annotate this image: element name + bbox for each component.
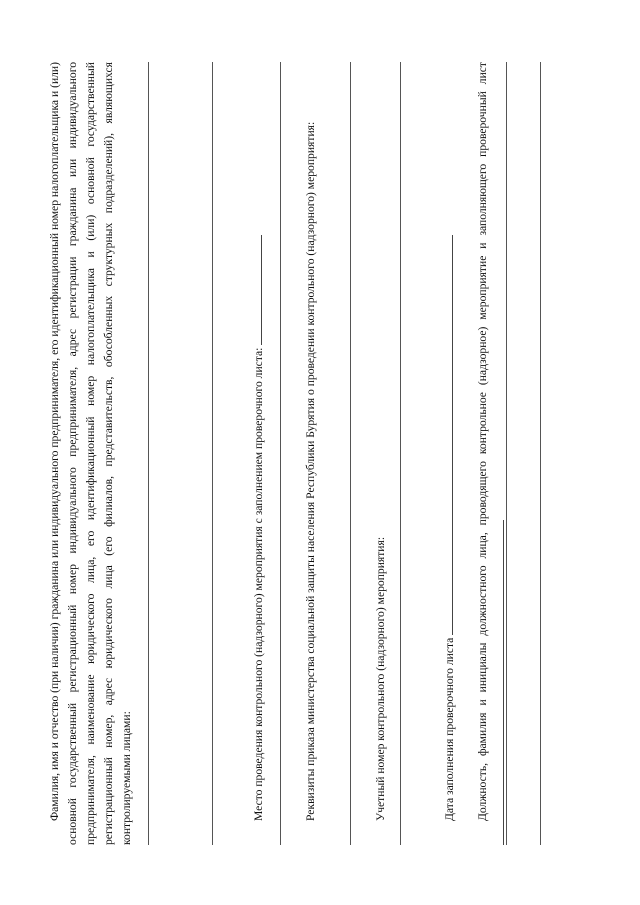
answer-line-6: [506, 62, 507, 845]
answer-line-4: [350, 62, 351, 845]
inspected-party-field: [46, 62, 136, 845]
answer-line-7: [540, 62, 541, 845]
fill-date-field: [441, 62, 459, 845]
account-number-field: [372, 62, 390, 845]
answer-line-2: [212, 62, 213, 845]
official-field: [474, 62, 510, 845]
order-details-field: [302, 62, 320, 845]
official-label: Должность, фамилия и инициалы должностного лица, проводящего контрольное (надзорное) мероприятие и заполняющего проверочный лист: [476, 62, 489, 821]
place-label: Место проведения контрольного (надзорного) мероприятия с заполнением проверочного листа:: [252, 347, 265, 821]
place-field: [250, 62, 268, 845]
order-details-label: Реквизиты приказа министерства социальной защиты населения Республики Бурятия о проведении контрольного (надзорного) мероприятия:: [304, 121, 317, 821]
inspected-party-label: Фамилия, имя и отчество (при наличии) гражданина или индивидуального предпринимателя, его идентификационный номер налогоплательщика и (или) основной государственный регистрационный номер индивидуального предпринимателя, адрес регистрации гражданина или индивидуального предпринимателя, наименование юридического лица, его идентификационный номер налогоплательщика и (или) основной государственный регистрационный номер, адрес юридического лица (его филиалов, представительств, обособленных структурных подразделений), являющихся контролируемыми лицами:: [48, 62, 133, 845]
answer-line-1: [148, 62, 149, 845]
answer-line-5: [400, 62, 401, 845]
official-underline: [492, 520, 504, 845]
account-number-label: Учетный номер контрольного (надзорного) мероприятия:: [374, 536, 387, 821]
answer-line-3: [280, 62, 281, 845]
fill-date-underline: [441, 235, 453, 635]
fill-date-label: Дата заполнения проверочного листа: [443, 637, 456, 821]
place-underline: [250, 235, 262, 345]
